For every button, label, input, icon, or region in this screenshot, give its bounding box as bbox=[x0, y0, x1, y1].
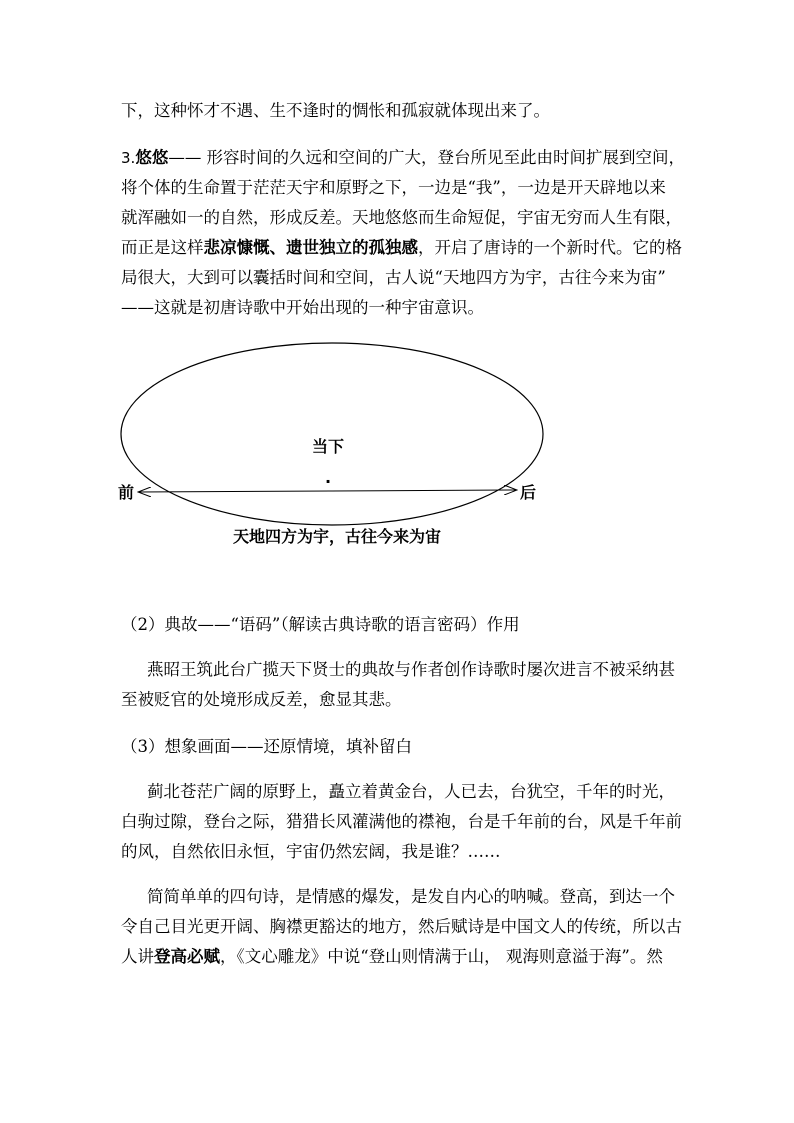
section-3-line-5: 局很大，大到可以囊括时间和空间，古人说“天地四方为宇，古往今来为宙” bbox=[121, 268, 666, 287]
time-axis-arrow bbox=[138, 490, 517, 492]
allusion-heading: （2）典故——“语码”（解读古典诗歌的语言密码）作用 bbox=[121, 615, 520, 634]
section-3-line-1-rest: 形容时间的久远和空间的广大，登台所见至此由时间扩展到空间， bbox=[201, 148, 686, 167]
poem-line-1: 简简单单的四句诗，是情感的爆发，是发自内心的呐喊。登高，到达一个 bbox=[147, 887, 675, 906]
allusion-line-1: 燕昭王筑此台广揽天下贤士的典故与作者创作诗歌时屡次进言不被采纳甚 bbox=[147, 660, 675, 679]
section-3-line-4-pre: 而正是这样 bbox=[121, 238, 204, 257]
emphasis-loneliness: 悲凉慷慨、遗世独立的孤独感 bbox=[203, 238, 418, 257]
section-term: 悠悠 bbox=[135, 148, 169, 167]
left-label-before: 前 bbox=[118, 483, 135, 502]
diagram-caption: 天地四方为宇，古往今来为宙 bbox=[233, 527, 442, 546]
imagine-line-1: 蓟北苍茫广阔的原野上，矗立着黄金台，人已去，台犹空，千年的时光， bbox=[147, 782, 675, 801]
poem-line-3 bbox=[121, 947, 663, 967]
imagine-heading: （3）想象画面——还原情境，填补留白 bbox=[121, 737, 412, 756]
section-3-line-2: 将个体的生命置于茫茫天宇和原野之下，一边是“我”，一边是开天辟地以来 bbox=[121, 178, 666, 197]
section-dash: —— bbox=[168, 148, 202, 167]
poem-line-2: 令自己目光更开阔、胸襟更豁达的地方，然后赋诗是中国文人的传统，所以古 bbox=[121, 917, 682, 936]
paragraph-continuation: 下，这种怀才不遇、生不逢时的惆怅和孤寂就体现出来了。 bbox=[121, 101, 550, 120]
section-3-line-4-post: ，开启了唐诗的一个新时代。它的格 bbox=[418, 238, 682, 257]
poem-line-3-post: ，《文心雕龙》中说“登山则情满于山， 观海则意溢于海”。然 bbox=[220, 947, 663, 966]
universe-ellipse bbox=[121, 343, 543, 525]
section-3-line-6: ——这就是初唐诗歌中开始出现的一种宇宙意识。 bbox=[121, 298, 484, 317]
center-dot: . bbox=[325, 468, 332, 487]
right-label-after: 后 bbox=[520, 483, 537, 502]
section-number: 3. bbox=[121, 149, 136, 167]
emphasis-climb-compose: 登高必赋 bbox=[154, 947, 220, 966]
poem-line-3-pre: 人讲 bbox=[121, 947, 154, 966]
allusion-line-2: 至被贬官的处境形成反差，愈显其悲。 bbox=[121, 690, 402, 709]
section-3-line-3: 就浑融如一的自然，形成反差。天地悠悠而生命短促，宇宙无穷而人生有限， bbox=[121, 208, 682, 227]
center-label: 当下 bbox=[312, 437, 345, 456]
imagine-line-2: 白驹过隙，登台之际，猎猎长风灌满他的襟袍，台是千年前的台，风是千年前 bbox=[121, 812, 682, 831]
imagine-line-3: 的风，自然依旧永恒，宇宙仍然宏阔，我是谁？…… bbox=[121, 842, 501, 861]
